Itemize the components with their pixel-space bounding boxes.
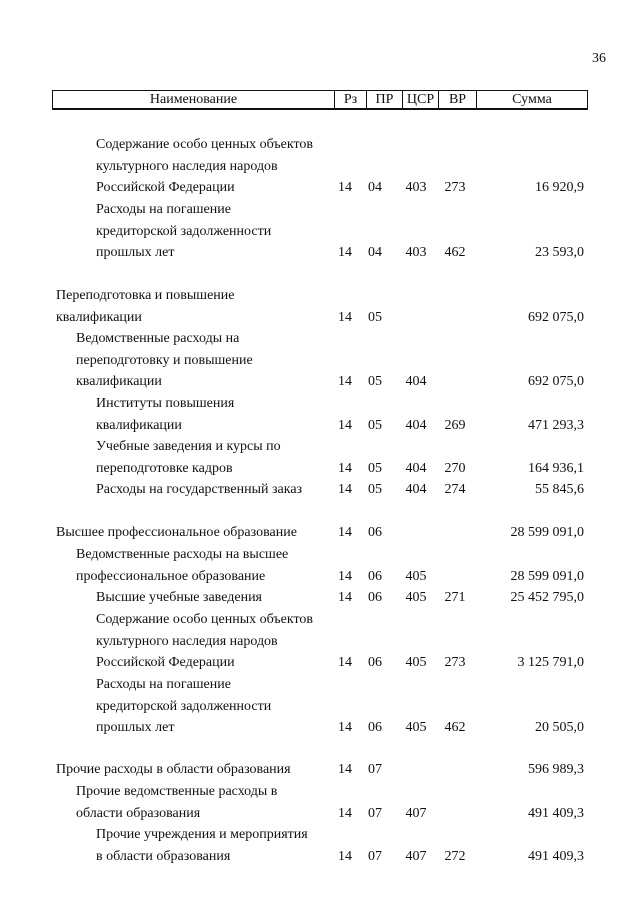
cell-csr <box>402 308 430 328</box>
row-name-line: Российской Федерации <box>96 180 235 196</box>
cell-csr: 403 <box>405 180 427 196</box>
cell-csr: 405 <box>405 568 427 584</box>
cell-vr: 269 <box>444 417 466 433</box>
cell-rz: 14 <box>338 482 352 497</box>
cell-pr: 05 <box>368 417 382 433</box>
cell-csr: 407 <box>405 805 427 821</box>
header-csr: ЦСР <box>402 91 438 108</box>
cell-rz: 14 <box>338 590 352 605</box>
row-name-line: профессиональное образование <box>76 568 266 584</box>
cell-pr: 07 <box>368 848 382 864</box>
row-name-line: области образования <box>76 805 201 821</box>
row-name-line: квалификации <box>96 417 182 433</box>
cell-pr: 04 <box>368 180 382 196</box>
cell-csr <box>402 523 430 543</box>
cell-sum: 491 409,3 <box>528 848 584 864</box>
cell-vr: 273 <box>444 180 466 196</box>
cell-rz: 14 <box>338 655 352 671</box>
row-name-line: переподготовку и повышение <box>76 352 253 368</box>
row-name-line: Институты повышения <box>96 396 235 411</box>
cell-rz: 14 <box>338 525 352 540</box>
cell-vr <box>443 372 467 392</box>
row-name-line: кредиторской задолженности <box>96 698 272 714</box>
header-name: Наименование <box>149 92 238 107</box>
cell-rz: 14 <box>338 805 352 821</box>
cell-pr: 06 <box>368 655 382 671</box>
cell-sum: 20 505,0 <box>535 720 584 736</box>
cell-csr: 404 <box>405 374 427 390</box>
row-name-line: кредиторской задолженности <box>96 223 272 239</box>
cell-csr: 404 <box>405 460 427 476</box>
row-name-line: квалификации <box>56 309 142 325</box>
cell-sum: 55 845,6 <box>535 482 584 497</box>
cell-csr: 404 <box>405 482 427 497</box>
cell-vr: 272 <box>444 848 466 864</box>
cell-rz: 14 <box>338 245 352 261</box>
cell-rz: 14 <box>338 180 352 196</box>
cell-sum: 3 125 791,0 <box>517 655 584 671</box>
cell-pr: 07 <box>368 805 382 821</box>
cell-pr: 06 <box>368 568 382 584</box>
cell-csr: 404 <box>405 417 427 433</box>
cell-rz: 14 <box>338 417 352 433</box>
row-name-line: Прочие учреждения и мероприятия <box>96 827 308 842</box>
cell-csr: 405 <box>405 720 427 736</box>
cell-sum: 23 593,0 <box>535 245 584 261</box>
cell-sum: 692 075,0 <box>528 309 584 325</box>
page-number: 36 <box>592 51 606 66</box>
cell-pr: 05 <box>368 374 382 390</box>
cell-pr: 07 <box>368 762 382 777</box>
cell-csr <box>402 760 430 780</box>
row-name-line: прошлых лет <box>96 245 175 261</box>
table-header <box>52 90 588 110</box>
cell-vr: 462 <box>444 245 466 261</box>
cell-pr: 06 <box>368 720 382 736</box>
cell-rz: 14 <box>338 720 352 736</box>
cell-vr: 271 <box>444 590 466 605</box>
cell-pr: 06 <box>368 590 382 605</box>
cell-vr <box>443 523 467 543</box>
cell-rz: 14 <box>338 309 352 325</box>
row-name-line: Высшее профессиональное образование <box>56 525 297 540</box>
row-name-line: Содержание особо ценных объектов <box>96 612 314 627</box>
cell-vr: 270 <box>444 460 466 476</box>
row-name-line: Прочие ведомственные расходы в <box>76 784 278 799</box>
cell-vr <box>443 760 467 780</box>
cell-pr: 05 <box>368 460 382 476</box>
cell-vr <box>443 804 467 824</box>
cell-rz: 14 <box>338 460 352 476</box>
header-pr: ПР <box>366 91 402 108</box>
cell-sum: 164 936,1 <box>528 460 584 476</box>
cell-csr: 405 <box>405 655 427 671</box>
row-name-line: культурного наследия народов <box>96 633 278 649</box>
cell-vr <box>443 308 467 328</box>
cell-pr: 05 <box>368 482 382 497</box>
cell-rz: 14 <box>338 374 352 390</box>
cell-vr <box>443 567 467 587</box>
cell-sum: 471 293,3 <box>528 417 584 433</box>
row-name-line: Ведомственные расходы на <box>76 331 240 346</box>
cell-pr: 05 <box>368 309 382 325</box>
cell-sum: 692 075,0 <box>528 374 584 390</box>
cell-rz: 14 <box>338 848 352 864</box>
cell-vr: 274 <box>444 482 466 497</box>
row-name-line: Ведомственные расходы на высшее <box>76 547 289 562</box>
header-vr: ВР <box>438 91 476 108</box>
cell-sum: 25 452 795,0 <box>510 590 584 605</box>
cell-csr: 403 <box>405 245 427 261</box>
cell-csr: 405 <box>405 590 427 605</box>
row-name-line: Российской Федерации <box>96 655 235 671</box>
row-name-line: прошлых лет <box>96 720 175 736</box>
row-name-line: Учебные заведения и курсы по <box>96 439 281 454</box>
header-sum: Сумма <box>476 91 587 108</box>
row-name-line: переподготовке кадров <box>96 460 233 476</box>
row-name-line: Расходы на погашение <box>96 677 231 692</box>
cell-sum: 491 409,3 <box>528 805 584 821</box>
cell-vr: 273 <box>444 655 466 671</box>
cell-sum: 28 599 091,0 <box>510 568 584 584</box>
cell-csr: 407 <box>405 848 427 864</box>
cell-rz: 14 <box>338 568 352 584</box>
row-name-line: в области образования <box>96 848 231 864</box>
cell-sum: 28 599 091,0 <box>510 525 584 540</box>
cell-pr: 04 <box>368 245 382 261</box>
cell-rz: 14 <box>338 762 352 777</box>
row-name-line: Расходы на погашение <box>96 202 231 217</box>
cell-vr: 462 <box>444 720 466 736</box>
cell-sum: 16 920,9 <box>535 180 584 196</box>
row-name-line: культурного наследия народов <box>96 158 278 174</box>
cell-sum: 596 989,3 <box>528 762 584 777</box>
header-rz: Рз <box>334 91 366 108</box>
row-name-line: Прочие расходы в области образования <box>56 762 291 777</box>
row-name-line: Высшие учебные заведения <box>96 590 262 605</box>
cell-pr: 06 <box>368 525 382 540</box>
row-name-line: Расходы на государственный заказ <box>96 482 303 497</box>
row-name-line: Содержание особо ценных объектов <box>96 137 314 152</box>
row-name-line: Переподготовка и повышение <box>56 288 235 303</box>
row-name-line: квалификации <box>76 374 162 390</box>
